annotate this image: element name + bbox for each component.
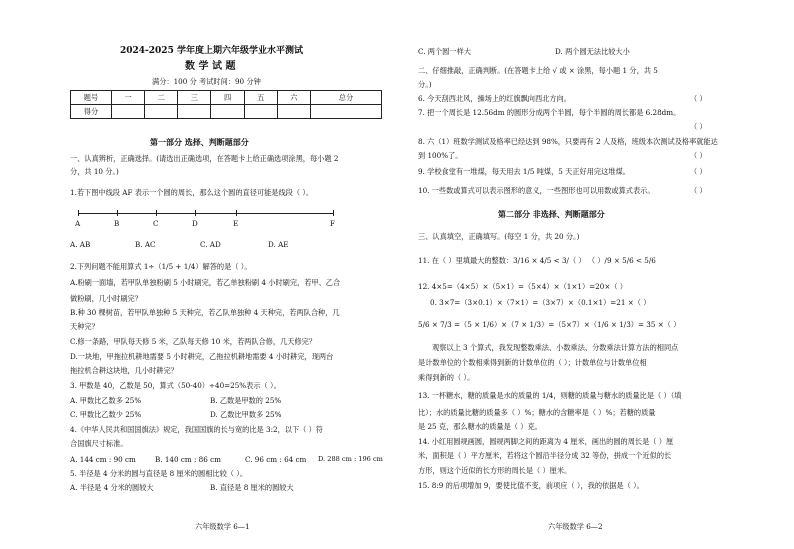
exam-subtitle: 数 学 试 题 — [185, 61, 236, 72]
question-5: 5. 半径是 4 分米的圆与直径是 8 厘米的圆相比较（ ）。 — [70, 469, 248, 478]
question-14: 14. 小红用圆规画圆，圆规两脚之间的距离为 4 厘米，画出的圆的周长是（ ）厘 — [418, 437, 674, 446]
question-12-line3: 5/6 × 7/3 =（5 × 1/6）×（7 × 1/3）=（5×7）×（1/6 × 1/3）= 35 ×（ ） — [418, 320, 681, 329]
question-14-line3: 方形，则这个近似的长方形的周长是（ ）厘米。 — [418, 466, 572, 475]
question-12-line4: 观察以上 3 个算式，我发现整数乘法、小数乘法、分数乘法计算方法的相同点 — [432, 343, 679, 352]
answer-paren[interactable]: （ ） — [690, 167, 707, 176]
section3-title: 三、认真填空，正确填写。(每空 1 分，共 20 分。) — [418, 232, 580, 241]
question-10: 10. 一些数或算式可以表示图形的意义，一些图形也可以用数或算式表示。 — [418, 186, 655, 195]
q5-option-d[interactable]: D. 两个圆无法比较大小 — [555, 47, 630, 56]
q2-option-a[interactable]: A.粉刷一面墙，若甲队单独粉刷 5 小时刷完，若乙单独粉刷 4 小时刷完，若甲、乙合 — [70, 278, 341, 287]
segment-label: E — [233, 219, 239, 228]
q1-option-b[interactable]: B. AC — [135, 240, 156, 249]
exam-meta: 满分：100 分 考试时间：90 分钟 — [152, 77, 261, 86]
question-8: 8. 六（1）班数学测试及格率已经达到 98%，只要再有 2 人及格，班级本次测试及格率就能达 — [418, 137, 718, 146]
score-table-header-row — [71, 91, 382, 105]
question-1: 1.若下图中线段 AF 表示一个圆的周长，那么这个圆的直径可能是线段（ ）。 — [70, 188, 314, 197]
question-13: 13. 一杯糖水，糖的质量是水的质量的 1/4，则糖的质量与糖水的质量比是（ ）（填 — [418, 391, 682, 400]
q4-option-a[interactable]: A. 144 cm : 90 cm — [70, 455, 136, 464]
answer-paren[interactable]: （ ） — [690, 122, 707, 131]
score-cell: 总分 — [311, 91, 382, 105]
question-14-line2: 米，面积是（ ）平方厘米，若将这个圆沿半径分成 32 等份，拼成一个近似的长 — [418, 451, 672, 460]
question-12: 12. 4×5=（4×5）×（5×1）=（5×4）×（1×1）=20×（ ） — [418, 282, 627, 291]
exam-title: 2024-2025 学年度上期六年级学业水平测试 — [120, 46, 303, 56]
segment-label: D — [192, 219, 198, 228]
q4-option-d[interactable]: D. 288 cm : 196 cm — [318, 455, 383, 463]
score-blank[interactable] — [178, 105, 211, 119]
q4-option-b[interactable]: B. 140 cm : 86 cm — [155, 455, 221, 464]
q2-option-d[interactable]: D.一块地，甲拖拉机耕地需要 5 小时耕完，乙拖拉机耕地需要 4 小时耕完，现两台 — [70, 352, 334, 361]
score-cell: 得分 — [71, 105, 112, 119]
section2-title: 二、仔细推敲，正确判断。(在答题卡上给 √ 或 × 涂黑，每小题 1 分，共 5 — [418, 66, 658, 75]
q2-option-d-cont: 拖拉机合耕这块地，几小时耕完？ — [70, 366, 178, 375]
question-3: 3. 甲数是 40，乙数是 50，算式（50-40）÷40=25%表示（ ）。 — [70, 381, 281, 390]
segment-tick — [156, 210, 157, 216]
section1-title-cont: 分，共 10 分。) — [70, 167, 119, 176]
score-cell: 六 — [277, 91, 310, 105]
question-12-line2: 0. 3×7=（3×0.1）×（7×1）=（3×7）×（0.1×1）=21 ×（ ） — [430, 298, 651, 307]
part2-heading: 第二部分 非选择、判断题部分 — [498, 209, 605, 219]
question-9: 9. 学校食堂有一堆煤，每天用去 1/5 吨煤，5 天正好用完这堆煤。 — [418, 167, 630, 176]
section2-title-cont: 分。) — [418, 80, 432, 89]
answer-paren[interactable]: （ ） — [690, 186, 707, 195]
score-cell: 五 — [244, 91, 277, 105]
score-table — [70, 90, 382, 119]
section1-title: 一、认真辨析，正确选择。(请选出正确选项，在答题卡上给正确选项涂黑，每小题 2 — [70, 154, 339, 163]
q5-option-b[interactable]: B. 直径是 8 厘米的圆较大 — [210, 483, 294, 492]
question-6: 6. 今天刮西北风，操场上的红旗飘向西北方向。 — [418, 94, 571, 103]
score-cell: 一 — [112, 91, 145, 105]
question-13-line2: 比）；水的质量比糖的质量多（ ）%；糖水的含糖率是（ ）%；若糖的质量 — [418, 408, 656, 417]
q1-option-c[interactable]: C. AD — [200, 240, 221, 249]
q5-option-c[interactable]: C. 两个圆一样大 — [418, 47, 471, 56]
score-cell: 四 — [211, 91, 244, 105]
segment-label: C — [153, 219, 159, 228]
q2-option-b[interactable]: B.种 30 棵树苗，若甲队单独种 5 天种完，若乙队单独种 4 天种完，若两队合种，几 — [70, 308, 340, 317]
q3-option-b[interactable]: B. 乙数是甲数的 25% — [210, 396, 282, 405]
question-13-line3: 是 25 克，那么糖水的质量是（ ）克。 — [418, 422, 542, 431]
question-11: 11. 在（ ）里填最大的整数：3/16 × 4/5 < 3/（ ） （ ）/9 × 5/6 < 5/6 — [418, 256, 656, 265]
segment-tick — [333, 210, 334, 216]
segment-label: F — [330, 219, 335, 228]
score-blank[interactable] — [211, 105, 244, 119]
answer-paren[interactable]: （ ） — [690, 94, 707, 103]
q3-option-a[interactable]: A. 甲数比乙数多 25% — [70, 396, 142, 405]
segment-tick — [236, 210, 237, 216]
segment-label: A — [75, 219, 81, 228]
part1-heading: 第一部分 选择、判断题部分 — [150, 137, 249, 147]
segment-tick — [195, 210, 196, 216]
score-blank[interactable] — [145, 105, 178, 119]
q3-option-d[interactable]: D. 乙数比甲数多 25% — [210, 410, 282, 419]
q1-option-a[interactable]: A. AB — [70, 240, 91, 249]
question-12-line6: 乘得到新的（ ）。 — [418, 373, 475, 382]
answer-paren[interactable]: （ ） — [690, 151, 707, 160]
page-footer-left: 六年级数学 6—1 — [195, 522, 250, 531]
score-table-score-row — [71, 105, 382, 119]
question-8-cont: 到 100%了。 — [418, 151, 463, 160]
segment-tick — [78, 210, 79, 216]
question-4: 4.《中华人民共和国国旗法》规定，我国国旗的长与宽的比是 3:2，以下（ ）符 — [70, 425, 323, 434]
page-footer-right: 六年级数学 6—2 — [548, 522, 603, 531]
q1-option-d[interactable]: D. AE — [268, 240, 289, 249]
score-cell: 题号 — [71, 91, 112, 105]
segment-tick — [117, 210, 118, 216]
q2-option-c[interactable]: C.修一条路，甲队每天修 5 米，乙队每天修 10 米，若两队合修，几天修完？ — [70, 337, 317, 346]
score-blank[interactable] — [277, 105, 310, 119]
score-cell: 三 — [178, 91, 211, 105]
question-2: 2.下列问题不能用算式 1÷（1/5 + 1/4）解答的是（ ）。 — [70, 262, 252, 271]
q3-option-c[interactable]: C. 甲数比乙数少 25% — [70, 410, 142, 419]
question-4-cont: 合国旗尺寸标准。 — [70, 439, 128, 448]
score-blank[interactable] — [244, 105, 277, 119]
q2-option-a-cont: 做粉刷，几小时刷完？ — [70, 294, 142, 303]
score-blank[interactable] — [112, 105, 145, 119]
score-blank[interactable] — [311, 105, 382, 119]
score-cell: 二 — [145, 91, 178, 105]
question-12-line5: 是计数单位的个数相乘得到新的计数单位的（ ）；计数单位与计数单位相 — [418, 358, 647, 367]
q4-option-c[interactable]: C. 96 cm : 64 cm — [245, 455, 307, 464]
question-7: 7. 把一个周长是 12.56dm 的圆形分成两个半圆，每个半圆的周长都是 6.28dm。 — [418, 108, 681, 117]
q5-option-a[interactable]: A. 半径是 4 分米的圆较大 — [70, 483, 154, 492]
q2-option-b-cont: 天种完？ — [70, 322, 99, 331]
question-15: 15. 8:9 的后项增加 9，要使比值不变，前项应（ ），我的依据是（ ）。 — [418, 481, 644, 490]
segment-label: B — [114, 219, 120, 228]
